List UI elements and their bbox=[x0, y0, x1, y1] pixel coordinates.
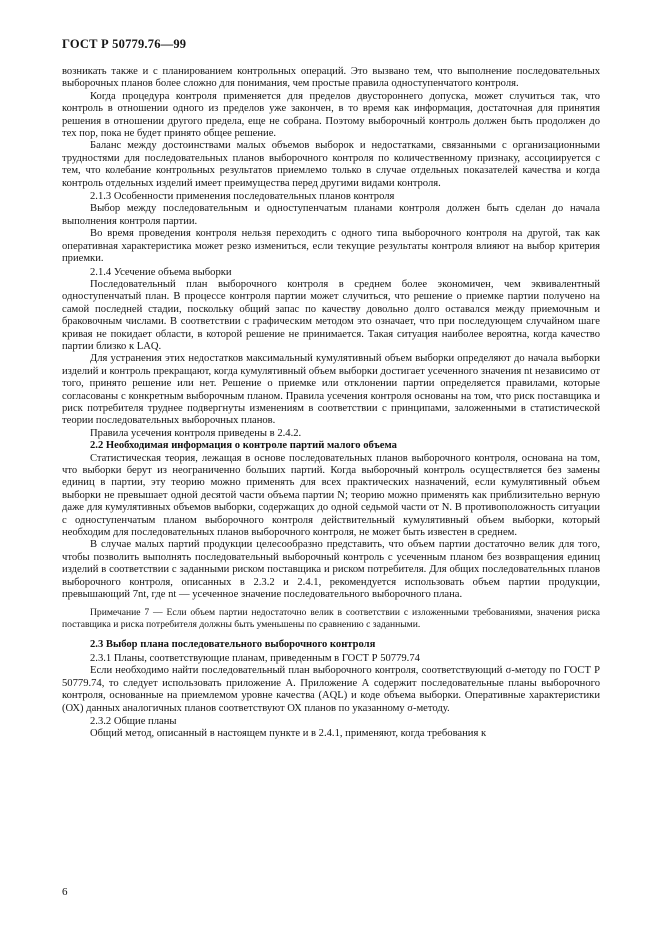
note: Примечание 7 — Если объем партии недостаточно велик в соответствии с изложенными требованиями, значения риска поставщика и риска потребителя должны быть уменьшены по сравнению с заданными. bbox=[62, 607, 600, 631]
paragraph: Статистическая теория, лежащая в основе последовательных планов выборочного контроля, основана на том, что выборки берут из неограниченно больших партий. Когда выборочный контроль осуществляется без замены единиц в партии, эту теорию можно применять для всех практических назначений, если кумулятивный объем выборки не превышает одной десятой части объема партии N; теорию можно применять как приблизительно верную даже для кумулятивных объемов выборки, содержащих до одной седьмой части от N. В противоположность ситуации с одноступенчатым планом выборочного контроля действительный кумулятивный объем выборки, который необходим для последовательных планов выборочного контроля, не может быть известен в среднем. bbox=[62, 452, 600, 539]
subsection-heading: 2.3.2 Общие планы bbox=[90, 715, 177, 727]
subsection-heading: 2.1.3 Особенности применения последовательных планов контроля bbox=[90, 191, 395, 203]
paragraph-continuation: возникать также и с планированием контрольных операций. Это вызвано тем, что выполнение последовательных выборочных планов более сложно для понимания, чем простые правила одноступенчатого контроля. bbox=[62, 66, 600, 90]
section-heading: 2.3 Выбор плана последовательного выборочного контроля bbox=[90, 639, 376, 651]
subsection-heading: 2.3.1 Планы, соответствующие планам, приведенным в ГОСТ Р 50779.74 bbox=[90, 652, 420, 664]
paragraph: В случае малых партий продукции целесообразно представить, что объем партии достаточно велик для того, чтобы позволить выполнять последовательный выборочный контроль с усеченным планом без возвращения единиц изделий в соответствии с заданными риском поставщика и риском потребителя. Для общих последовательных планов выборочного контроля, описанных в 2.3.2 и 2.4.1, рекомендуется использовать объем партии продукции, превышающий 7nt, где nt — усеченное значение последовательного выборочного плана. bbox=[62, 539, 600, 601]
paragraph: Для устранения этих недостатков максимальный кумулятивный объем выборки определяют до начала выборки изделий и контроль прекращают, когда кумулятивный объем выборки достигает усеченного значения nt независимо от того, принято решение или нет. Решение о приемке или отклонении партии определяется правилами, которые согласованы с конкретным выборочным планом. Правила усечения контроля основаны на том, что риск поставщика и риск потребителя труднее подвергнуты изменениям в соответствии с принципами, заложенными в статистической теории последовательных выборочных планов. bbox=[62, 353, 600, 427]
paragraph: Если необходимо найти последовательный план выборочного контроля, соответствующий σ-методу по ГОСТ Р 50779.74, то следует использовать приложение А. Приложение А содержит последовательные планы выборочного контроля, основанные на приемлемом уровне качества (AQL) и коде объема выборки. Оперативные характеристики (ОХ) данных аналогичных планов соответствуют ОХ планов по указанному σ-методу. bbox=[62, 665, 600, 714]
section-heading: 2.2 Необходимая информация о контроле партий малого объема bbox=[90, 440, 397, 452]
page-number: 6 bbox=[62, 886, 68, 898]
subsection-heading: 2.1.4 Усечение объема выборки bbox=[90, 266, 232, 278]
paragraph: Последовательный план выборочного контроля в среднем более экономичен, чем эквивалентный одноступенчатый план. В процессе контроля партии может случиться, что решение о приемке партии получено на самой последней стадии, поскольку общий запас по качеству довольно долго оставался между приемочным и браковочным числами. В соответствии с графическим методом это означает, что при последующем случайном шаге кривая не покидает области, в которой решение не принимается. Такая ситуация наиболее вероятна, когда качество партии близко к LAQ. bbox=[62, 278, 600, 352]
document-header: ГОСТ Р 50779.76—99 bbox=[62, 37, 187, 51]
paragraph: Когда процедура контроля применяется для пределов двустороннего допуска, может случиться так, что контроль в отношении одного из пределов уже закончен, в то время как информация, достаточная для принятия решения в отношении другого предела, еще не собрана. Поэтому выборочный контроль должен быть продолжен до тех пор, пока не будет принято общее решение. bbox=[62, 90, 600, 140]
paragraph: Во время проведения контроля нельзя переходить с одного типа выборочного контроля на другой, так как оперативная характеристика может резко измениться, если текущие результаты контроля влияют на выбор критерия приемки. bbox=[62, 228, 600, 265]
paragraph: Общий метод, описанный в настоящем пункте и в 2.4.1, применяют, когда требования к bbox=[90, 728, 487, 740]
paragraph: Правила усечения контроля приведены в 2.4.2. bbox=[90, 427, 302, 439]
paragraph: Выбор между последовательным и одноступенчатым планами контроля должен быть сделан до начала выполнения контроля партии. bbox=[62, 203, 600, 227]
paragraph: Баланс между достоинствами малых объемов выборок и недостатками, связанными с организационными трудностями для последовательных планов выборочного контроля по количественному признаку, ассоциируется с тем, что колебание контрольных результатов приемлемо только в случае отдельных показателей качества и когда контроль отдельных изделий имеет преимущества перед другими видами контроля. bbox=[62, 140, 600, 189]
document-body bbox=[62, 66, 600, 741]
